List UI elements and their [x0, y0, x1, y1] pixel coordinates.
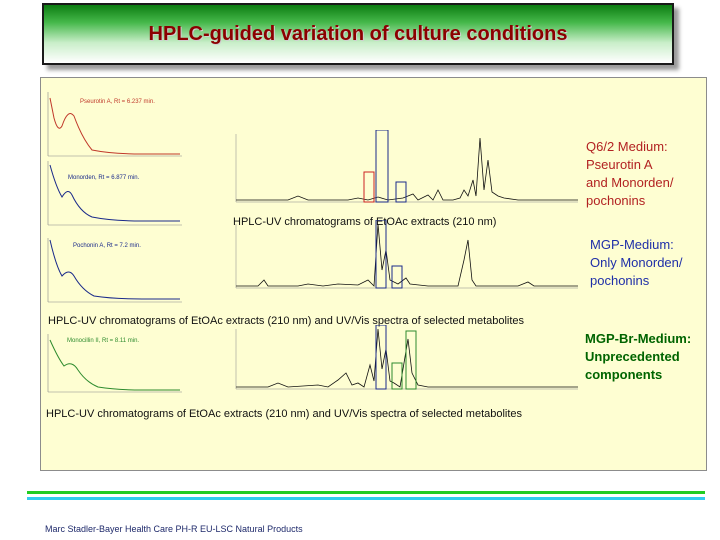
medium-label-mgp — [590, 236, 683, 290]
medium-label-mgp-br — [585, 330, 691, 384]
medium-q62-line-1: Q6/2 Medium: — [586, 139, 668, 154]
medium-mgp-line-2: Only Monorden/ — [590, 255, 683, 270]
medium-q62-line-3: and Monorden/ — [586, 175, 674, 190]
caption-chromatogram-1: HPLC-UV chromatograms of EtOAc extracts (210 nm) — [233, 216, 497, 228]
medium-mgp-line-3: pochonins — [590, 273, 650, 288]
slide-title: HPLC-guided variation of culture conditions — [148, 23, 568, 45]
medium-mgpbr-line-3: components — [585, 367, 663, 382]
medium-q62-line-2: Pseurotin A — [586, 157, 653, 172]
divider-green — [27, 491, 705, 494]
medium-mgpbr-line-1: MGP-Br-Medium: — [585, 331, 692, 346]
spectrum-label-monocillin: Monocillin II, Rt = 8.11 min. — [67, 338, 140, 344]
medium-mgpbr-line-2: Unprecedented — [585, 349, 680, 364]
caption-chromatogram-2: HPLC-UV chromatograms of EtOAc extracts (210 nm) and UV/Vis spectra of selected metabolites — [48, 315, 525, 327]
chromatogram-mgp-br — [228, 325, 583, 395]
medium-mgp-line-1: MGP-Medium: — [590, 237, 674, 252]
footer-credit: Marc Stadler-Bayer Health Care PH-R EU-LSC Natural Products — [45, 524, 303, 534]
divider-cyan — [27, 497, 705, 500]
chromatogram-q62 — [228, 130, 583, 210]
spectrum-label-pseurotin: Pseurotin A, Rt = 6.237 min. — [80, 99, 155, 105]
caption-chromatogram-3: HPLC-UV chromatograms of EtOAc extracts (210 nm) and UV/Vis spectra of selected metabolites — [46, 408, 523, 420]
medium-label-q62 — [586, 138, 673, 210]
spectrum-label-monorden: Monorden, Rt = 6.877 min. — [68, 175, 140, 181]
uv-spectrum-monorden — [42, 157, 187, 232]
spectrum-label-pochonin: Pochonin A, Rt = 7.2 min. — [73, 243, 141, 249]
chromatogram-mgp — [228, 220, 583, 295]
title-box — [42, 3, 674, 65]
medium-q62-line-4: pochonins — [586, 193, 646, 208]
